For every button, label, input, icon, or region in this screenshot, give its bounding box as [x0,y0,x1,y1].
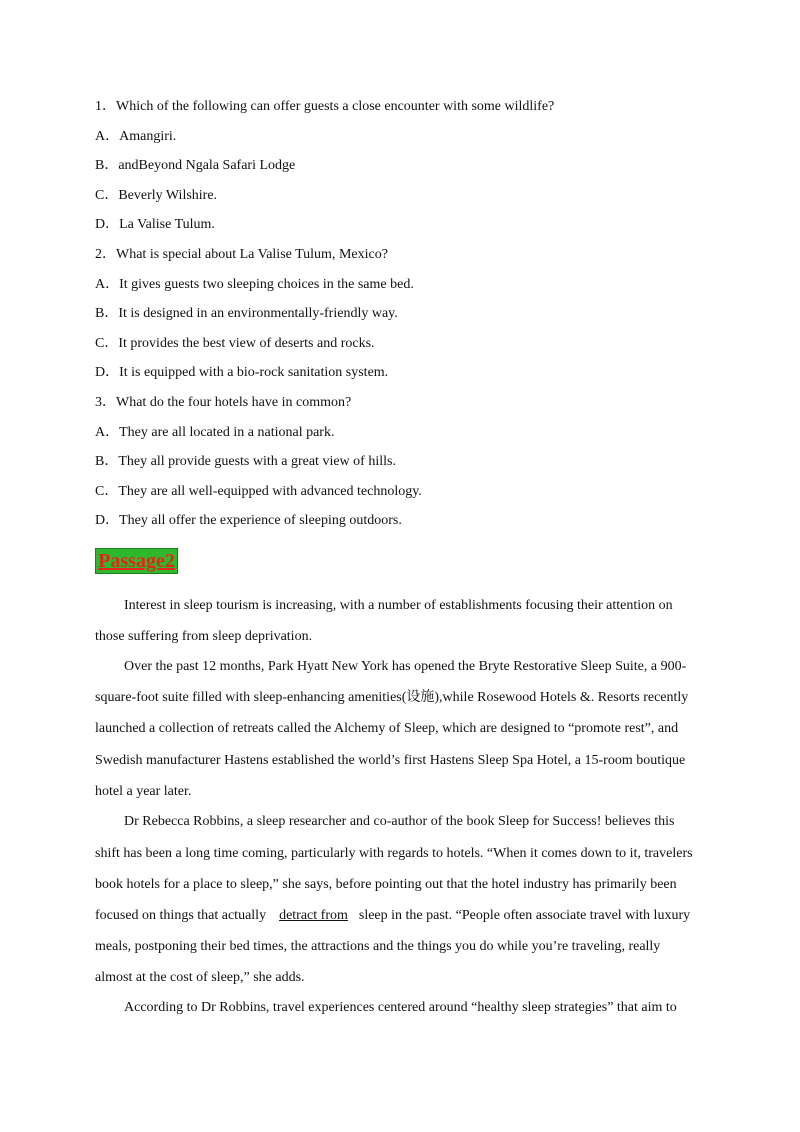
passage-line: Swedish manufacturer Hastens established the world’s first Hastens Sleep Spa Hotel, a 15-room boutique [95,753,686,768]
passage-line: almost at the cost of sleep,” she adds. [95,970,305,985]
passage-line: book hotels for a place to sleep,” she says, before pointing out that the hotel industry has primarily been [95,877,677,892]
question-2-option-a: A．It gives guests two sleeping choices in the same bed. [95,277,414,292]
question-3-option-c: C．They are all well-equipped with advanced technology. [95,484,422,499]
question-1-option-b: B．andBeyond Ngala Safari Lodge [95,158,296,173]
passage-line: hotel a year later. [95,784,192,799]
question-3-option-a: A．They are all located in a national park. [95,425,335,440]
passage-line: shift has been a long time coming, particularly with regards to hotels. “When it comes down to it, travelers [95,846,693,861]
question-1-stem: 1．Which of the following can offer guests a close encounter with some wildlife? [95,99,555,114]
question-2-option-b: B．It is designed in an environmentally-friendly way. [95,306,398,321]
passage-title: Passage2 [95,548,178,574]
question-2-option-c: C．It provides the best view of deserts and rocks. [95,336,375,351]
passage-line [95,907,690,925]
passage-line: square-foot suite filled with sleep-enhancing amenities(设施),while Rosewood Hotels &. Resorts recently [95,690,689,705]
passage-line: According to Dr Robbins, travel experiences centered around “healthy sleep strategies” that aim to [124,1000,677,1015]
question-1-option-c: C．Beverly Wilshire. [95,188,218,203]
question-1-option-a: A．Amangiri. [95,129,177,144]
question-2-option-d: D．It is equipped with a bio-rock sanitation system. [95,365,389,380]
passage-line: meals, postponing their bed times, the attractions and the things you do while you’re traveling, really [95,939,661,954]
question-3-option-d: D．They all offer the experience of sleeping outdoors. [95,513,402,528]
question-1-option-d: D．La Valise Tulum. [95,217,215,232]
passage-text: focused on things that actually [95,908,267,923]
underlined-phrase: detract from [279,908,348,923]
passage-line: Interest in sleep tourism is increasing, with a number of establishments focusing their attention on [124,598,673,613]
question-3-stem: 3．What do the four hotels have in common? [95,395,352,410]
passage-line: Over the past 12 months, Park Hyatt New York has opened the Bryte Restorative Sleep Suite, a 900- [124,659,687,674]
question-3-option-b: B．They all provide guests with a great view of hills. [95,454,396,469]
question-2-stem: 2．What is special about La Valise Tulum, Mexico? [95,247,388,262]
passage-line: those suffering from sleep deprivation. [95,629,313,644]
passage-line: launched a collection of retreats called the Alchemy of Sleep, which are designed to “promote rest”, and [95,721,679,736]
passage-line: Dr Rebecca Robbins, a sleep researcher and co-author of the book Sleep for Success! believes this [124,814,675,829]
passage-text: sleep in the past. “People often associate travel with luxury [358,908,691,923]
